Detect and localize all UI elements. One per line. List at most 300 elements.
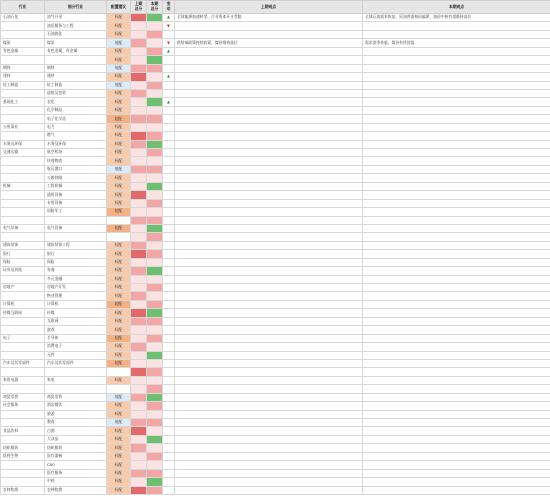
view-last-cell: 全球能源加速转型，行业资本开支受限 xyxy=(175,14,363,22)
industry-cell xyxy=(1,275,45,283)
subindustry-cell: 房地产开发 xyxy=(45,284,107,292)
view-now-cell xyxy=(363,140,550,148)
change-indicator xyxy=(163,81,175,89)
subindustry-cell xyxy=(45,385,107,393)
table-row xyxy=(1,73,550,81)
view-now-cell xyxy=(363,22,550,30)
table-row xyxy=(1,174,550,182)
industry-cell: 公用事业 xyxy=(1,123,45,131)
score-now-cell xyxy=(147,351,163,359)
table-row xyxy=(1,165,550,173)
config-cell: 标配 xyxy=(107,461,131,469)
score-now-cell xyxy=(147,402,163,410)
view-last-cell xyxy=(175,284,363,292)
view-now-cell xyxy=(363,469,550,477)
industry-cell xyxy=(1,326,45,334)
table-row xyxy=(1,368,550,376)
view-last-cell xyxy=(175,56,363,64)
col-change-header: 变动 xyxy=(163,1,175,14)
score-now-cell xyxy=(147,292,163,300)
table-row xyxy=(1,284,550,292)
view-last-cell xyxy=(175,233,363,241)
view-last-cell xyxy=(175,208,363,216)
industry-cell xyxy=(1,132,45,140)
subindustry-cell: 农化 xyxy=(45,98,107,106)
view-now-cell xyxy=(363,435,550,443)
subindustry-cell: 教育 xyxy=(45,419,107,427)
industry-cell: 食品饮料 xyxy=(1,427,45,435)
table-row xyxy=(1,402,550,410)
view-now-cell xyxy=(363,174,550,182)
view-last-cell xyxy=(175,368,363,376)
view-last-cell xyxy=(175,419,363,427)
score-now-cell xyxy=(147,140,163,148)
table-row xyxy=(1,140,550,148)
table-header-row xyxy=(1,1,550,14)
change-indicator xyxy=(163,427,175,435)
change-indicator xyxy=(163,191,175,199)
change-indicator xyxy=(163,359,175,367)
config-cell: 标配 xyxy=(107,73,131,81)
change-indicator xyxy=(163,444,175,452)
change-indicator xyxy=(163,216,175,224)
subindustry-cell: 建筑装饰工程 xyxy=(45,241,107,249)
industry-cell: 建材 xyxy=(1,73,45,81)
score-last-cell xyxy=(131,385,147,393)
table-row xyxy=(1,444,550,452)
view-now-cell xyxy=(363,376,550,384)
arrow-down-icon: ▼ xyxy=(167,22,170,28)
score-now-cell xyxy=(147,241,163,249)
industry-cell xyxy=(1,165,45,173)
change-indicator xyxy=(163,351,175,359)
industry-cell xyxy=(1,30,45,38)
view-now-cell xyxy=(363,216,550,224)
industry-cell xyxy=(1,174,45,182)
view-last-cell xyxy=(175,64,363,72)
table-row xyxy=(1,250,550,258)
config-cell: 标配 xyxy=(107,30,131,38)
table-row xyxy=(1,98,550,106)
table-row xyxy=(1,326,550,334)
view-last-cell xyxy=(175,73,363,81)
config-cell: 超配 xyxy=(107,334,131,342)
score-last-cell xyxy=(131,199,147,207)
config-cell: 标配 xyxy=(107,140,131,148)
industry-cell: 保险 xyxy=(1,258,45,266)
industry-cell xyxy=(1,343,45,351)
view-now-cell xyxy=(363,115,550,123)
score-now-cell xyxy=(147,300,163,308)
view-last-cell xyxy=(175,292,363,300)
change-indicator xyxy=(163,233,175,241)
industry-cell xyxy=(1,157,45,165)
score-last-cell xyxy=(131,216,147,224)
change-indicator xyxy=(163,14,175,22)
subindustry-cell: 公路铁路 xyxy=(45,174,107,182)
change-indicator xyxy=(163,224,175,232)
config-cell: 标配 xyxy=(107,258,131,266)
industry-cell: 传媒互联网 xyxy=(1,309,45,317)
score-last-cell xyxy=(131,486,147,494)
industry-cell xyxy=(1,233,45,241)
config-cell: 标配 xyxy=(107,191,131,199)
config-cell: 低配 xyxy=(107,393,131,401)
view-now-cell xyxy=(363,351,550,359)
score-now-cell xyxy=(147,435,163,443)
view-now-cell xyxy=(363,258,550,266)
score-last-cell xyxy=(131,47,147,55)
industry-cell xyxy=(1,191,45,199)
table-row xyxy=(1,106,550,114)
col-subindustry-header: 细分行业 xyxy=(45,1,107,14)
config-cell: 标配 xyxy=(107,486,131,494)
industry-cell xyxy=(1,478,45,486)
config-cell: 超配 xyxy=(107,300,131,308)
table-row xyxy=(1,89,550,97)
view-now-cell xyxy=(363,427,550,435)
industry-cell: 轻工制造 xyxy=(1,81,45,89)
industry-cell xyxy=(1,216,45,224)
table-row xyxy=(1,30,550,38)
industry-cell: 煤炭 xyxy=(1,39,45,47)
industry-cell: 建筑装饰 xyxy=(1,241,45,249)
config-cell: 标配 xyxy=(107,241,131,249)
score-now-cell xyxy=(147,368,163,376)
industry-cell: 电子 xyxy=(1,334,45,342)
subindustry-cell: 银行 xyxy=(45,250,107,258)
score-now-cell xyxy=(147,419,163,427)
score-last-cell xyxy=(131,258,147,266)
change-indicator xyxy=(163,419,175,427)
subindustry-cell: 工程机械 xyxy=(45,182,107,190)
subindustry-cell: 酒店餐饮 xyxy=(45,402,107,410)
industry-cell xyxy=(1,317,45,325)
score-last-cell xyxy=(131,334,147,342)
change-indicator xyxy=(163,174,175,182)
table-row xyxy=(1,478,550,486)
score-last-cell xyxy=(131,351,147,359)
subindustry-cell: 钢铁 xyxy=(45,64,107,72)
view-now-cell xyxy=(363,284,550,292)
industry-cell: 农林牧渔 xyxy=(1,486,45,494)
view-now-cell xyxy=(363,30,550,38)
industry-cell: 房地产 xyxy=(1,284,45,292)
config-cell: 标配 xyxy=(107,199,131,207)
table-row xyxy=(1,56,550,64)
score-last-cell xyxy=(131,73,147,81)
score-last-cell xyxy=(131,444,147,452)
industry-cell xyxy=(1,368,45,376)
view-last-cell xyxy=(175,317,363,325)
score-now-cell xyxy=(147,81,163,89)
score-now-cell xyxy=(147,165,163,173)
view-last-cell xyxy=(175,343,363,351)
subindustry-cell: 石油炼化 xyxy=(45,30,107,38)
score-last-cell xyxy=(131,478,147,486)
industry-cell: 石油石化 xyxy=(1,14,45,22)
score-now-cell xyxy=(147,233,163,241)
view-last-cell xyxy=(175,452,363,460)
view-last-cell xyxy=(175,410,363,418)
change-indicator xyxy=(163,98,175,106)
view-now-cell: 全球石油需求恢复，原油供需格局偏紧，油价中枢有望维持高位 xyxy=(363,14,550,22)
change-indicator xyxy=(163,106,175,114)
config-cell: 标配 xyxy=(107,98,131,106)
config-cell: 标配 xyxy=(107,22,131,30)
config-cell xyxy=(107,368,131,376)
view-now-cell xyxy=(363,309,550,317)
view-last-cell xyxy=(175,98,363,106)
table-row xyxy=(1,123,550,131)
config-cell: 标配 xyxy=(107,326,131,334)
score-now-cell xyxy=(147,343,163,351)
industry-cell: 商贸零售 xyxy=(1,393,45,401)
subindustry-cell: 航运港口 xyxy=(45,165,107,173)
change-indicator xyxy=(163,385,175,393)
config-cell xyxy=(107,233,131,241)
subindustry-cell: 元件 xyxy=(45,351,107,359)
change-indicator xyxy=(163,140,175,148)
change-indicator xyxy=(163,393,175,401)
subindustry-cell: 多元金融 xyxy=(45,275,107,283)
view-now-cell xyxy=(363,199,550,207)
industry-cell: 电气设备 xyxy=(1,224,45,232)
view-last-cell xyxy=(175,140,363,148)
subindustry-cell: 医疗器械 xyxy=(45,452,107,460)
config-cell: 标配 xyxy=(107,250,131,258)
config-cell: 标配 xyxy=(107,275,131,283)
score-last-cell xyxy=(131,461,147,469)
table-row xyxy=(1,22,550,30)
arrow-up-icon: ▲ xyxy=(167,14,170,20)
table-row xyxy=(1,393,550,401)
view-now-cell xyxy=(363,486,550,494)
view-last-cell xyxy=(175,359,363,367)
view-now-cell xyxy=(363,368,550,376)
view-now-cell xyxy=(363,419,550,427)
score-now-cell xyxy=(147,284,163,292)
industry-cell xyxy=(1,56,45,64)
score-last-cell xyxy=(131,419,147,427)
table-row xyxy=(1,309,550,317)
table-row xyxy=(1,419,550,427)
view-now-cell xyxy=(363,317,550,325)
score-now-cell xyxy=(147,208,163,216)
industry-cell: 家用电器 xyxy=(1,376,45,384)
score-last-cell xyxy=(131,292,147,300)
score-last-cell xyxy=(131,14,147,22)
score-now-cell xyxy=(147,149,163,157)
view-last-cell xyxy=(175,241,363,249)
view-now-cell xyxy=(363,165,550,173)
view-now-cell xyxy=(363,292,550,300)
view-now-cell xyxy=(363,208,550,216)
arrow-up-icon: ▲ xyxy=(167,48,170,54)
change-indicator xyxy=(163,73,175,81)
subindustry-cell: 医疗服务 xyxy=(45,469,107,477)
change-indicator xyxy=(163,309,175,317)
change-indicator xyxy=(163,241,175,249)
subindustry-cell: 物业管理 xyxy=(45,292,107,300)
score-last-cell xyxy=(131,452,147,460)
view-now-cell xyxy=(363,224,550,232)
score-last-cell xyxy=(131,115,147,123)
subindustry-cell: 电力 xyxy=(45,123,107,131)
score-now-cell xyxy=(147,359,163,367)
score-last-cell xyxy=(131,98,147,106)
score-last-cell xyxy=(131,427,147,435)
view-now-cell xyxy=(363,73,550,81)
table-row xyxy=(1,385,550,393)
score-now-cell xyxy=(147,427,163,435)
arrow-down-icon: ▼ xyxy=(167,39,170,45)
score-now-cell xyxy=(147,56,163,64)
industry-cell: 汽车及其零部件 xyxy=(1,359,45,367)
subindustry-cell: 券商 xyxy=(45,267,107,275)
config-cell: 标配 xyxy=(107,351,131,359)
table-row xyxy=(1,427,550,435)
change-indicator xyxy=(163,208,175,216)
table-row xyxy=(1,452,550,460)
subindustry-cell: 游戏 xyxy=(45,326,107,334)
view-last-cell xyxy=(175,258,363,266)
view-last-cell xyxy=(175,461,363,469)
score-last-cell xyxy=(131,224,147,232)
industry-cell: 水务及环保 xyxy=(1,140,45,148)
score-now-cell xyxy=(147,309,163,317)
view-now-cell xyxy=(363,444,550,452)
config-cell: 标配 xyxy=(107,284,131,292)
view-last-cell xyxy=(175,182,363,190)
view-last-cell xyxy=(175,267,363,275)
table-row xyxy=(1,115,550,123)
industry-cell: 纺织服装 xyxy=(1,444,45,452)
config-cell: 标配 xyxy=(107,132,131,140)
table-row xyxy=(1,359,550,367)
view-last-cell xyxy=(175,191,363,199)
score-last-cell xyxy=(131,250,147,258)
score-last-cell xyxy=(131,89,147,97)
view-last-cell xyxy=(175,115,363,123)
industry-cell: 银行 xyxy=(1,250,45,258)
industry-cell: 基础化工 xyxy=(1,98,45,106)
score-now-cell xyxy=(147,14,163,22)
change-indicator xyxy=(163,410,175,418)
score-now-cell xyxy=(147,444,163,452)
view-now-cell xyxy=(363,233,550,241)
subindustry-cell: 煤炭 xyxy=(45,39,107,47)
table-row xyxy=(1,376,550,384)
subindustry-cell: 农林牧渔 xyxy=(45,486,107,494)
change-indicator xyxy=(163,317,175,325)
view-last-cell xyxy=(175,199,363,207)
score-last-cell xyxy=(131,123,147,131)
change-indicator xyxy=(163,368,175,376)
config-cell: 标配 xyxy=(107,292,131,300)
industry-cell: 证券及其他 xyxy=(1,267,45,275)
industry-cell xyxy=(1,208,45,216)
view-last-cell xyxy=(175,393,363,401)
config-cell: 标配 xyxy=(107,182,131,190)
industry-cell xyxy=(1,106,45,114)
change-indicator xyxy=(163,56,175,64)
table-row xyxy=(1,224,550,232)
score-last-cell xyxy=(131,182,147,190)
score-last-cell xyxy=(131,267,147,275)
change-indicator xyxy=(163,300,175,308)
view-last-cell xyxy=(175,132,363,140)
view-now-cell xyxy=(363,106,550,114)
change-indicator xyxy=(163,267,175,275)
score-now-cell xyxy=(147,216,163,224)
view-last-cell xyxy=(175,81,363,89)
score-now-cell xyxy=(147,123,163,131)
view-now-cell xyxy=(363,56,550,64)
change-indicator xyxy=(163,452,175,460)
subindustry-cell xyxy=(45,368,107,376)
score-now-cell xyxy=(147,461,163,469)
subindustry-cell: 国防军工 xyxy=(45,208,107,216)
view-last-cell xyxy=(175,478,363,486)
change-indicator xyxy=(163,89,175,97)
view-last-cell xyxy=(175,216,363,224)
score-now-cell xyxy=(147,73,163,81)
config-cell: 超配 xyxy=(107,115,131,123)
change-indicator xyxy=(163,30,175,38)
config-cell: 标配 xyxy=(107,469,131,477)
config-cell: 标配 xyxy=(107,376,131,384)
industry-cell: 有色金属 xyxy=(1,47,45,55)
score-last-cell xyxy=(131,368,147,376)
subindustry-cell: 专用设备 xyxy=(45,199,107,207)
score-last-cell xyxy=(131,81,147,89)
table-row xyxy=(1,81,550,89)
change-indicator xyxy=(163,275,175,283)
view-now-cell: 需求淡季来临，煤价有所回落 xyxy=(363,39,550,47)
score-last-cell xyxy=(131,157,147,165)
subindustry-cell: 保险 xyxy=(45,258,107,266)
view-last-cell xyxy=(175,351,363,359)
config-cell: 超配 xyxy=(107,224,131,232)
view-last-cell xyxy=(175,165,363,173)
view-last-cell xyxy=(175,149,363,157)
config-cell: 标配 xyxy=(107,343,131,351)
view-last-cell xyxy=(175,123,363,131)
table-row xyxy=(1,343,550,351)
subindustry-cell: 大众品 xyxy=(45,435,107,443)
view-last-cell xyxy=(175,250,363,258)
score-now-cell xyxy=(147,157,163,165)
subindustry-cell: 旅游 xyxy=(45,410,107,418)
score-last-cell xyxy=(131,191,147,199)
table-row xyxy=(1,64,550,72)
config-cell: 标配 xyxy=(107,427,131,435)
view-now-cell xyxy=(363,157,550,165)
subindustry-cell: 造纸及包装 xyxy=(45,89,107,97)
subindustry-cell xyxy=(45,233,107,241)
change-indicator xyxy=(163,461,175,469)
view-now-cell xyxy=(363,410,550,418)
change-indicator xyxy=(163,64,175,72)
view-last-cell xyxy=(175,334,363,342)
view-now-cell xyxy=(363,478,550,486)
view-last-cell xyxy=(175,275,363,283)
view-last-cell xyxy=(175,402,363,410)
industry-cell: 机械 xyxy=(1,182,45,190)
table-row xyxy=(1,191,550,199)
industry-cell: 社会服务 xyxy=(1,402,45,410)
